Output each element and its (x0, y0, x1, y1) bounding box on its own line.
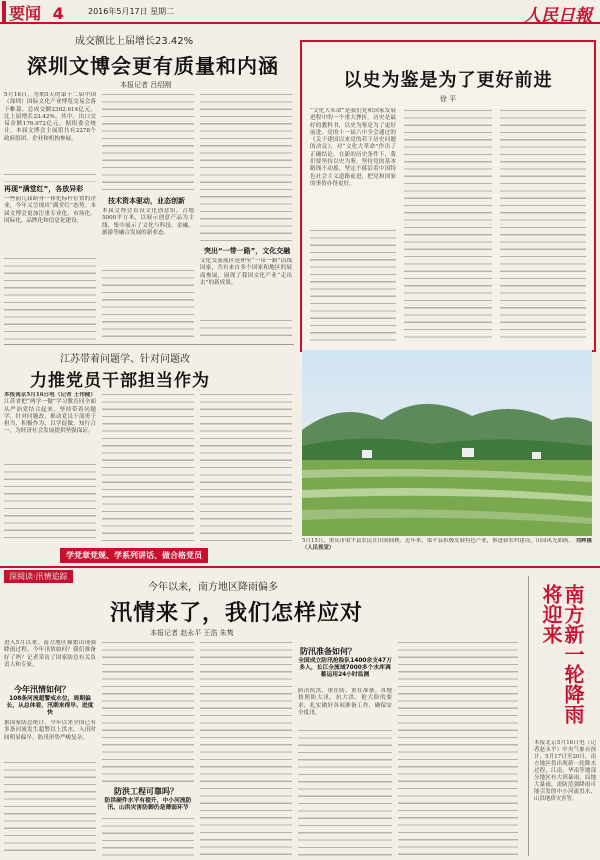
caption-text: 5月15日，重庆市梁平县农民在田间插秧。近年来，梁平县积极发展特色产业，推进新农村建设，田园风光如画。 (302, 538, 574, 544)
article-body-flood (4, 640, 524, 856)
body-paragraph-text: 江苏省把“两学一做”学习教育同全面从严治党结合起来，坚持带着问题学、针对问题改，推动党员干部勇于担当、积极作为，以学促做、知行合一，为经济社会发展提供坚强保证。 (4, 399, 96, 435)
body-text-block (200, 392, 292, 542)
page-number: 4 (52, 4, 64, 23)
question-heading: 今年汛情如何？ (14, 685, 70, 694)
body-text-block (298, 728, 392, 856)
article-body-jiangsu (4, 392, 294, 542)
article-title: 汛情来了，我们怎样应对 (110, 601, 364, 626)
body-paragraph: 文化交流展区延伸至“一带一路”沿线国家，共有来自多个国家和地区的展商参展，展现了我国文化产业“走出去”的新成果。 (200, 258, 292, 286)
body-text-block (102, 92, 194, 192)
divider (528, 576, 529, 856)
section-label (2, 1, 64, 24)
article-kicker: 成交额比上届增长23.42% (75, 36, 194, 47)
photo-caption (302, 538, 592, 558)
body-paragraph: 本届文博会首设文化创意馆，占地5000平方米，以展示创意产品为主线，集中展示了文化与科技、金融、旅游等融合发展的新业态。 (102, 208, 194, 236)
sidebar-body: 本报北京5月16日电（记者赵永平）中央气象台预计，5月17日至20日，南方地区将出现新一轮降水过程，江南、华南等地部分地区有大到暴雨，局地大暴雨，需防范强降雨可能引发的中小河流洪水、山洪地质灾害等。 (534, 740, 596, 802)
body-paragraph: 进入5月以来，南方地区频繁出现强降雨过程。今年汛情如何？我们准备好了吗？记者采访了国家防总有关负责人和专家。 (4, 640, 96, 668)
body-paragraph: 据国家防总统计，今年以来全国已有多条河流发生超警以上洪水，入汛时间明显偏早，防汛形势严峻复杂。 (4, 720, 96, 741)
body-text-block (102, 268, 194, 340)
question-subheading: 108条河流超警戒水位，周期偏长，从总体看，汛期来得早、进度快 (6, 696, 94, 716)
body-text-block (102, 392, 194, 542)
question-subheading: 防洪硬件水平有提升，中小河流防汛、山洪灾害防御仍是薄弱环节 (104, 798, 192, 811)
section-name: 要闻 (9, 4, 42, 23)
body-paragraph (4, 392, 96, 462)
body-paragraph: 一些前几届跻身一体化标杆位置的企业，今年又呈现出“满堂红”态势。本届文博会更加注重专业化、市场化、国际化、品牌化和信息化建设。 (4, 196, 96, 224)
article-title: 深圳文博会更有质量和内涵 (27, 54, 279, 78)
body-text-block (404, 108, 492, 342)
masthead-logo: 人民日報 (524, 6, 592, 26)
rice-field-photo (302, 350, 592, 536)
body-text-block (4, 172, 96, 182)
divider (4, 344, 294, 345)
subhead: 技术资本驱动，业态创新 (108, 197, 185, 205)
section-tag: 深阅读·汛情追踪 (4, 570, 73, 583)
section-divider (0, 566, 600, 568)
campaign-badge: 学党章党规、学系列讲话、做合格党员 (60, 548, 208, 563)
issue-date: 2016年5月17日 星期二 (88, 7, 175, 16)
article-kicker: 江苏带着问题学、针对问题改 (60, 354, 190, 365)
body-text-block (310, 228, 396, 342)
body-text-block (4, 256, 96, 340)
subhead: 再现“满堂红”，各放异彩 (4, 185, 84, 193)
sidebar-title: 南方新一轮降雨将迎来 (539, 584, 585, 724)
body-text-block (500, 108, 586, 342)
article-kicker: 今年以来，南方地区降雨偏多 (148, 582, 278, 593)
landscape-photo (302, 350, 592, 536)
body-text-block (200, 318, 292, 340)
commentary-title: 以史为鉴是为了更好前进 (343, 70, 553, 91)
article-title: 力推党员干部担当作为 (30, 371, 210, 391)
page-header (0, 0, 600, 24)
article-body-shenzhen (4, 92, 294, 340)
article-byline: 本报记者 吕绍刚 (120, 81, 172, 89)
body-text-block (102, 640, 194, 782)
question-subheading: 全国成立防汛抢险队1400余支47万多人，长江全流域7000多个水库调蓄运用24小时监测 (298, 658, 392, 678)
body-text-block (102, 816, 194, 856)
body-paragraph: 防汛抗洪，重在防、重在准备。各地按照防大汛、抗大洪、抢大险的要求，扎实做好各项准备工作，确保安全度汛。 (298, 688, 392, 716)
body-text-block (200, 640, 292, 856)
body-text-block (200, 92, 292, 242)
body-text-block (4, 462, 96, 542)
dateline: 本报南京5月16日电（记者 王伟健） (4, 392, 96, 398)
body-paragraph: “文化大革命”是我们党和国家发展进程中的一个重大挫折。历史是最好的教科书，以史为鉴是为了更好前进。党的十一届六中全会通过的《关于建国以来党的若干历史问题的决议》，对“文化大革命”作出了正确结论。在新的历史条件下，我们要坚持以史为鉴，坚持党的基本路线不动摇，坚定不移沿着中国特色社会主义道路前进，把党和国家的事情办得更好。 (310, 108, 396, 187)
article-byline: 本报记者 赵永平 王浩 朱隽 (150, 629, 234, 637)
body-text-block (4, 760, 96, 856)
question-heading: 防洪工程可靠吗？ (114, 787, 178, 796)
body-paragraph: 5月16日，为期5天的第十二届中国（深圳）国际文化产业博览交易会落下帷幕。总成交额2302.614亿元，比上届增长23.42%，其中，出口交易金额176.972亿元。据组委会统计，本届文博会主展馆共有2278个政府组团、企业和机构参展。 (4, 92, 96, 142)
commentary-author: 徐 平 (439, 95, 457, 103)
photo-credit: 刘辉摄（人民视觉） (302, 538, 592, 552)
commentary-box (300, 40, 596, 352)
body-text-block (398, 640, 518, 856)
subhead: 突出“一带一路”，文化交融 (204, 247, 291, 255)
question-heading: 防汛准备如何？ (300, 647, 356, 656)
